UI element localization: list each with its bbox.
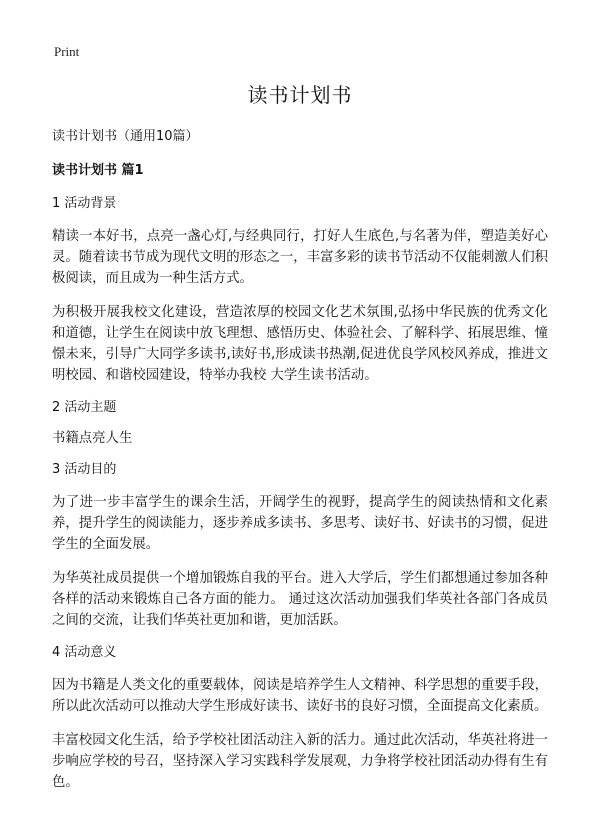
section-heading-theme: 2 活动主题 [52,400,117,415]
paragraph: 为华英社成员提供一个增加锻炼自我的平台。进入大学后，学生们都想通过参加各种各样的活动来锻炼自己各方面的能力。 通过这次活动加强我们华英社各部门各成员之间的交流，让我们华英社更加和谐，更加活跃。 [52,571,548,628]
paragraph: 精读一本好书，点亮一盏心灯,与经典同行，打好人生底色,与名著为伴，塑造美好心灵。随着读书节成为现代文明的形态之一，丰富多彩的读书节活动不仅能刺激人们积极阅读，而且成为一种生活方式。 [52,229,548,286]
paragraph: 因为书籍是人类文化的重要载体，阅读是培养学生人文精神、科学思想的重要手段，所以此次活动可以推动大学生形成好读书、读好书的良好习惯，全面提高文化素质。 [52,678,548,714]
document-subtitle: 读书计划书（通用10篇） [52,129,199,144]
print-link[interactable]: Print [54,44,80,59]
article-heading: 读书计划书 篇1 [52,163,144,178]
section-heading-background: 1 活动背景 [52,196,117,211]
section-heading-significance: 4 活动意义 [52,645,117,660]
paragraph: 为了进一步丰富学生的课余生活，开阔学生的视野，提高学生的阅读热情和文化素养，提升学生的阅读能力，逐步养成多读书、多思考、读好书、好读书的习惯，促进学生的全面发展。 [52,495,548,552]
theme-text: 书籍点亮人生 [52,431,133,446]
document-title: 读书计划书 [247,83,353,107]
paragraph: 丰富校园文化生活，给予学校社团活动注入新的活力。通过此次活动，华英社将进一步响应学校的号召，坚持深入学习实践科学发展观，力争将学校社团活动办得有生有色。 [52,733,548,790]
paragraph: 为积极开展我校文化建设，营造浓厚的校园文化艺术氛围,弘扬中华民族的优秀文化和道德，让学生在阅读中放飞理想、感悟历史、体验社会、了解科学、拓展思维、憧憬未来，引导广大同学多读书,读好书,形成读书热潮,促进优良学风校风养成，推进文明校园、和谐校园建设，特举办我校 大学生读书活动。 [52,305,548,383]
section-heading-purpose: 3 活动目的 [52,462,117,477]
